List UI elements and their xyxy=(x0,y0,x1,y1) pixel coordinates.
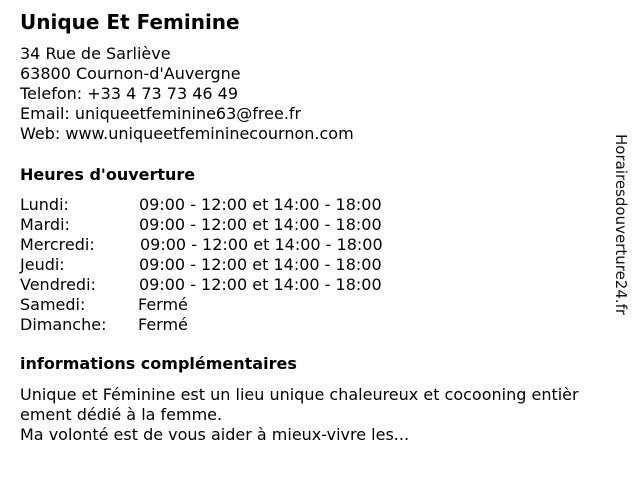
day-label: Mercredi: xyxy=(20,235,95,254)
opening-hours-table xyxy=(20,195,440,335)
day-hours: 09:00 - 12:00 et 14:00 - 18:00 xyxy=(139,275,382,294)
hours-row-jeudi xyxy=(20,255,440,275)
contact-block xyxy=(20,44,354,144)
opening-hours-heading: Heures d'ouverture xyxy=(20,165,196,184)
hours-row-vendredi xyxy=(20,275,440,295)
description-line-1: Unique et Féminine est un lieu unique chaleureux et cocooning entièr xyxy=(20,385,579,404)
day-hours: Fermé xyxy=(138,295,188,314)
hours-row-lundi xyxy=(20,195,440,215)
website-url: Web: www.uniqueetfemininecournon.com xyxy=(20,124,354,143)
day-hours: 09:00 - 12:00 et 14:00 - 18:00 xyxy=(139,255,382,274)
hours-row-mardi xyxy=(20,215,440,235)
day-hours: 09:00 - 12:00 et 14:00 - 18:00 xyxy=(139,195,382,214)
site-watermark: Horairesdouverture24.fr xyxy=(612,134,630,316)
phone-number: Telefon: +33 4 73 73 46 49 xyxy=(20,84,239,103)
email-address: Email: uniqueetfeminine63@free.fr xyxy=(20,104,302,123)
hours-row-dimanche xyxy=(20,315,440,335)
day-label: Lundi: xyxy=(20,195,69,214)
day-label: Vendredi: xyxy=(20,275,96,294)
day-hours: 09:00 - 12:00 et 14:00 - 18:00 xyxy=(139,215,382,234)
hours-row-mercredi xyxy=(20,235,440,255)
description-line-3: Ma volonté est de vous aider à mieux-vivre les... xyxy=(20,425,410,444)
additional-info-heading: informations complémentaires xyxy=(20,354,297,373)
day-label: Jeudi: xyxy=(20,255,65,274)
day-label: Dimanche: xyxy=(20,315,107,334)
address-line-1: 34 Rue de Sarliève xyxy=(20,44,171,63)
address-line-2: 63800 Cournon-d'Auvergne xyxy=(20,64,241,83)
day-label: Mardi: xyxy=(20,215,70,234)
business-name: Unique Et Feminine xyxy=(20,10,240,34)
day-label: Samedi: xyxy=(20,295,86,314)
description-line-2: ement dédié à la femme. xyxy=(20,405,223,424)
hours-row-samedi xyxy=(20,295,440,315)
day-hours: Fermé xyxy=(138,315,188,334)
business-description xyxy=(20,385,600,445)
day-hours: 09:00 - 12:00 et 14:00 - 18:00 xyxy=(140,235,383,254)
